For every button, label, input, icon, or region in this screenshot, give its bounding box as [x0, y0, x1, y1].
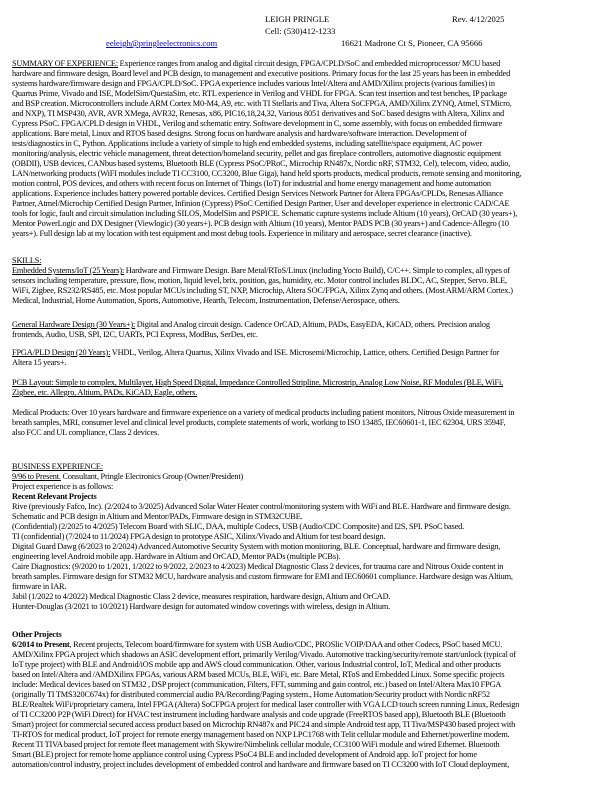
address: 16621 Madrone Ct S, Pioneer, CA 95666: [341, 38, 483, 48]
summary-line: LAN/networking products (WiFI modules include TI CC3100, CC3200, Blue Giga), hand held sports products, medical products, remote sensing and monitoring,: [12, 169, 522, 178]
business-period: 9/96 to Present.: [12, 472, 61, 481]
other-projects-period: 6/2014 to Present: [12, 640, 70, 649]
skill-medical: [12, 408, 602, 438]
other-project-line: automation/control industry, project includes development of embedded control and hardware and firmware based on TI CC3200 with IoT Cloud deployment,: [12, 760, 510, 769]
summary-line: applications. Experience includes battery powered portable devices. Certified Design Services Network Partner for Altera FPGAs/CPLDs, Renesas Alliance: [12, 189, 503, 198]
recent-project-line: Jabil (1/2022 to 4/2022) Medical Diagnostic Class 2 device, measures respiration, hardware design, Altium and OrCAD.: [12, 592, 391, 601]
skill-embedded-line: WiFi, Zigbee, RS232/RS485, etc. Most popular MCUs including ST, NXP, Microchip, Altera SOC/FPGA, Xilinx Zynq and others. (Most ARM/ARM Cortex.): [12, 286, 513, 295]
other-project-line: Smart) project for commercial secured access product based on Microchip RN487x and PIC24 and simple Android test app, TI Tiva/MSP430 based project with: [12, 720, 516, 729]
recent-project-line: (Confidential) (2/2025 to 4/2025) Telecom Board with SLIC, DAA, multiple Codecs, USB (Audio/CDC Composite) and I2S, SPI. PSoC based.: [12, 522, 465, 531]
recent-project-line: firmware in IAR.: [12, 582, 67, 591]
other-project-line: BLE/Realtek WiFi/proprietary camera, Intel FPGA (Altera) SoCFPGA project for medical laser controller with VGA LCD touch screen running Linux, Redesign: [12, 700, 520, 709]
other-project-line: of TI CC3200 P2P (WiFi Direct) for HVAC test instrument including hardware analysis and code upgrade (FreeRTOS based app), Bluetooth BLE (Bluetooth: [12, 710, 506, 719]
summary-heading: SUMMARY OF EXPERIENCE:: [12, 59, 118, 68]
recent-project-line: Caire Diagnostics: (9/2020 to 1/2021, 1/2022 to 9/2022, 2/2023 to 4/2023) Medical Diagnostic Class 2 devices, for trauma care and Nitrous Oxide content in: [12, 562, 504, 571]
other-projects-section: Other Projects 6/2014 to Present, Recent projects, Telecom board/firmware for system with USB Audio/CDC, PROSlic VOIP/DAA and other Codecs, PSoC based MCU. AMD/Xilinx FPGA project which shadows an ASIC development effort, primarily Verilog/Vivado. Automotive tracking/security/remote start/unlock (typical of IoT type project) with BLE and Android/iOS mobile app and AWS cloud communication. Other, various Industrial control, IoT, Medical and other products based on Intel/Altera and /AMDXilinx FPGAs, various ARM based MCUs, BLE, WiFi, etc. Bare Metal, RToS and Embedded Linux. Some specific projects include: Medical devices based on STM32 , DSP project (communication, Filters, FFT, summing and gain control, etc.) based on Intel/Altera Max10 FPGA (originally TI TMS320C674x) for distributed commercial audio PA/Recording/Paging system., Home Automation/Security product with Nordic nRF52 BLE/Realtek WiFi/proprietary camera, Intel FPGA (Altera) SoCFPGA project for medical laser controller with VGA LCD touch screen running Linux, Redesign of TI CC3200 P2P (WiFi Direct) for HVAC test instrument including hardware analysis and code upgrade (FreeRTOS based app), Bluetooth BLE (Bluetooth Smart) project for commercial secured access product based on Microchip RN487x and PIC24 and simple Android test app, TI Tiva/MSP430 based project with TI-RTOS for medical product, IoT project for remote energy management based on NXP LPC1768 with Telit cellular module and Ethernet/powerline modem. Recent TI TIVA based project for remote fleet management with Skywire/Nimbelink cellular module, CC3100 WiFi module and wired Ethernet. Bluetooth Smart (BLE) project for remote home appliance control using Cypress PSoC4 BLE and included development of Android app. IoT project for home automation/control industry, project includes development of embedded control and hardware and firmware based on TI CC3200 with IoT Cloud deployment,: [12, 630, 602, 770]
skill-embedded-label: Embedded Systems/IoT (25 Years):: [12, 266, 125, 275]
revision-date: Rev. 4/12/2025: [452, 14, 505, 24]
business-heading: BUSINESS EXPERIENCE:: [12, 462, 103, 471]
other-project-line: Recent TI TIVA based project for remote fleet management with Skywire/Nimbelink cellular module, CC3100 WiFi module and wired Ethernet. Bluetooth: [12, 740, 500, 749]
cell-phone: Cell: (530)412-1233: [265, 26, 336, 36]
skill-hardware: General Hardware Design (30 Years+): Digital and Analog circuit design. Cadence OrCAD, Altium, PADs, EasyEDA, KiCAD, others. Precision analog frontends, Audio, USB, SPI, I2C, UARTs, PCI Express, ModBus, SerDes, etc.: [12, 320, 602, 340]
other-projects-heading: Other Projects: [12, 630, 62, 639]
recent-project-line: TI (confidential) (7/2024 to 11/2024) FPGA design to prototype ASIC, Xilinx/Vivado and Altium for test board design.: [12, 532, 386, 541]
skill-embedded-line: sensors including temperature, pressure, flow, motion, liquid level, brix, position, gas, humidity, etc. Motor control includes BLDC, AC, Stepper, Servo. BLE,: [12, 276, 507, 285]
business-role: Consultant, Pringle Electronics Group (Owner/President): [60, 472, 244, 481]
skill-hardware-label: General Hardware Design (30 Years+):: [12, 320, 136, 329]
skill-embedded-line: Medical, Industrial, Home Automation, Sports, Automotive, Hearth, Telecom, Instrumentation, Defense/Aerospace, others.: [12, 296, 400, 305]
summary-line: tests/diagnostics in C, Python. Applications include a variety of simple to high end embedded systems, including satellite/space equipment, AC power: [12, 139, 483, 148]
summary-line: hardware and firmware design, Board level and PCB design, to management and executive positions. Primary focus for the last 25 years has been in embedded: [12, 69, 511, 78]
candidate-name: LEIGH PRINGLE: [265, 14, 330, 24]
skill-medical-line: Medical Products: Over 10 years hardware and firmware experience on a variety of medical products including patient monitors, Nitrous Oxide measurement in: [12, 408, 515, 417]
skill-fpga-line: Altera 15 years+.: [12, 358, 67, 367]
summary-line: SUMMARY OF EXPERIENCE: Experience ranges from analog and digital circuit design, FPGA/CPLD/SoC and embedded microprocessor/ MCU based: [12, 59, 501, 68]
skill-pcb-line: Zigbee, etc. Allegro, Altium, PADs, KiCAD, Eagle, others.: [12, 388, 198, 397]
other-project-line: (originally TI TMS320C674x) for distributed commercial audio PA/Recording/Paging system., Home Automation/Security product with Nordic nRF52: [12, 690, 490, 699]
recent-project-line: Schematic and PCB design in Altium and Mentor/PADs, Firmware design in STM32CUBE.: [12, 512, 303, 521]
recent-project-line: Hunter-Douglas (3/2021 to 10/2021) Hardware design for automated window coverings with wireless, design in Altium.: [12, 602, 391, 611]
summary-line: tools for logic, fault and circuit simulation including SILOS, ModelSim and PSPICE. Schematic capture systems include Altium (10 years), OrCAD (30 years+),: [12, 209, 518, 218]
skill-medical-line: also FCC and UL compliance, Class 2 devices.: [12, 428, 159, 437]
summary-line: years+). Full design lab at my location with test equipment and most debug tools. Experience in military and aerospace, secret clearance (inactive).: [12, 229, 472, 238]
skill-fpga: FPGA/PLD Design (20 Years): VHDL, Verilog, Altera Quartus, Xilinx Vivado and ISE. Microsemi/Microchip, Lattice, others. Certified Design Partner for Altera 15 years+.: [12, 348, 602, 368]
summary-line: systems hardware/firmware design and FPGA/CPLD/SoC. FPGA experience includes various Intel/Altera and AMD/Xilinx projects (various families) in: [12, 79, 495, 88]
other-project-line: AMD/Xilinx FPGA project which shadows an ASIC development effort, primarily Verilog/Vivado. Automotive tracking/security/remote start/unlock (typical of: [12, 650, 516, 659]
skill-hardware-line: frontends, Audio, USB, SPI, I2C, UARTs, PCI Express, ModBus, SerDes, etc.: [12, 330, 258, 339]
summary-line: Partner, Atmel/Microchip Certified Design Partner, Infinion (Cypress) PSoC Certified Design Partner, User and developer experience in electronic CAD/CAE: [12, 199, 510, 208]
recent-projects-heading: Recent Relevant Projects: [12, 492, 97, 501]
skills-section: [12, 256, 602, 306]
other-project-line: IoT type project) with BLE and Android/iOS mobile app and AWS cloud communication. Other, various Industrial control, IoT, Medical and other products: [12, 660, 501, 669]
skill-pcb: [12, 378, 602, 398]
other-project-line: TI-RTOS for medical product, IoT project for remote energy management based on NXP LPC1768 with Telit cellular module and Ethernet/powerline modem.: [12, 730, 510, 739]
recent-project-line: Digital Guard Dawg (6/2023 to 2/2024) Advanced Automotive Security System with motion monitoring, BLE. Conceptual, hardware and firmware design,: [12, 542, 501, 551]
skill-medical-line: breath samples, MRI, consumer level and clinical level products, complete statements of work, working to ISO 13485, IEC60601-1, IEC 62304, URS 3594F,: [12, 418, 506, 427]
skills-heading: SKILLS:: [12, 256, 42, 265]
recent-project-line: Rive (previously Fafco, Inc). (2/2024 to 3/2025) Advanced Solar Water Heater control/monitoring system with WiFi and BLE. Hardware and firmware design.: [12, 502, 511, 511]
recent-project-line: engineering level Android mobile app. Hardware in Altium and OrCAD, Mentor PADs (multiple PCBs).: [12, 552, 341, 561]
summary-line: monitoring/analysis, electric vehicle management, threat detection/homeland security, pellet and gas fireplace controllers, automotive diagnostic equipment: [12, 149, 502, 158]
other-project-line: Smart (BLE) project for remote home appliance control using Cypress PSoC4 BLE and included development of Android app. IoT project for home: [12, 750, 477, 759]
summary-line: and BSP creation. Microcontrollers include ARM Cortex M0-M4, A9, etc. with TI Stellaris and Tiva, Altera SoCFPGA, AMD/Xilinx ZYNQ, Atmel, STMicro,: [12, 99, 512, 108]
summary-line: Quartus Prime, Vivado and ISE, ModelSim/QuestaSim, etc. RTL experience in Verilog and VHDL for FPGA. Scan test insertion and test benches, IP package: [12, 89, 507, 98]
summary-section: [12, 59, 602, 239]
other-project-line: include: Medical devices based on STM32 , DSP project (communication, Filters, FFT, summing and gain control, etc.) based on Intel/Altera Max10 FPGA: [12, 680, 502, 689]
summary-line: motion control, POS devices, and others with recent focus on Internet of Things (IoT) for industrial and home energy management and home automation: [12, 179, 491, 188]
business-intro: Project experience is as follows:: [12, 482, 114, 491]
summary-line: Mentor PowerLogic and DX Designer (Viewlogic) (30 years+). PCB design with Altium (10 years), Mentor PADS PCB (30 years+) and Cadence-Allegro (10: [12, 219, 509, 228]
skill-fpga-label: FPGA/PLD Design (20 Years):: [12, 348, 111, 357]
summary-line: and NXP), TI MSP430, AVR, AVR XMega, AVR32, Renesas, x86, PIC16,18,24,32, Various 8051 derivatives and SoC based designs with Altera, Xilinx and: [12, 109, 504, 118]
email-link[interactable]: eeleigh@pringleelectronics.com: [106, 38, 218, 48]
skill-embedded-line: Embedded Systems/IoT (25 Years): Hardware and Firmware Design. Bare Metal/RToS/Linux (including Yocto Build), C/C++. Simple to complex, all types of: [12, 266, 511, 275]
summary-line: Cypress PSoC. FPGA/CPLD design in VHDL, Verilog and schematic entry. Software development in C, some assembly, with focus on embedded firmware: [12, 119, 503, 128]
business-section: [12, 462, 602, 612]
summary-line: (OBDII), USB devices, CANbus based systems, Bluetooth BLE (Cypress PSoC/PRoC, Microchip RN487x, Nordic nRF, STM32, Cel), telecom, video, audio,: [12, 159, 511, 168]
recent-project-line: breath samples. Firmware design for STM32 MCU, hardware analysis and custom firmware for EMI and IEC60601 compliance. Hardware design was Altium,: [12, 572, 513, 581]
skill-pcb-line: PCB Layout: Simple to complex, Multilayer, High Speed Digital, Impedance Controlled Stripline, Microstrip, Analog Low Noise, RF Modules (BLE, WiFi,: [12, 378, 504, 387]
summary-line: applications. Bare metal, Linux and RTOS based designs. Strong focus on hardware analysis and hardware/software interaction. Development of: [12, 129, 467, 138]
other-project-line: based on Intel/Altera and /AMDXilinx FPGAs, various ARM based MCUs, BLE, WiFi, etc. Bare Metal, RToS and Embedded Linux. Some specific projects: [12, 670, 505, 679]
